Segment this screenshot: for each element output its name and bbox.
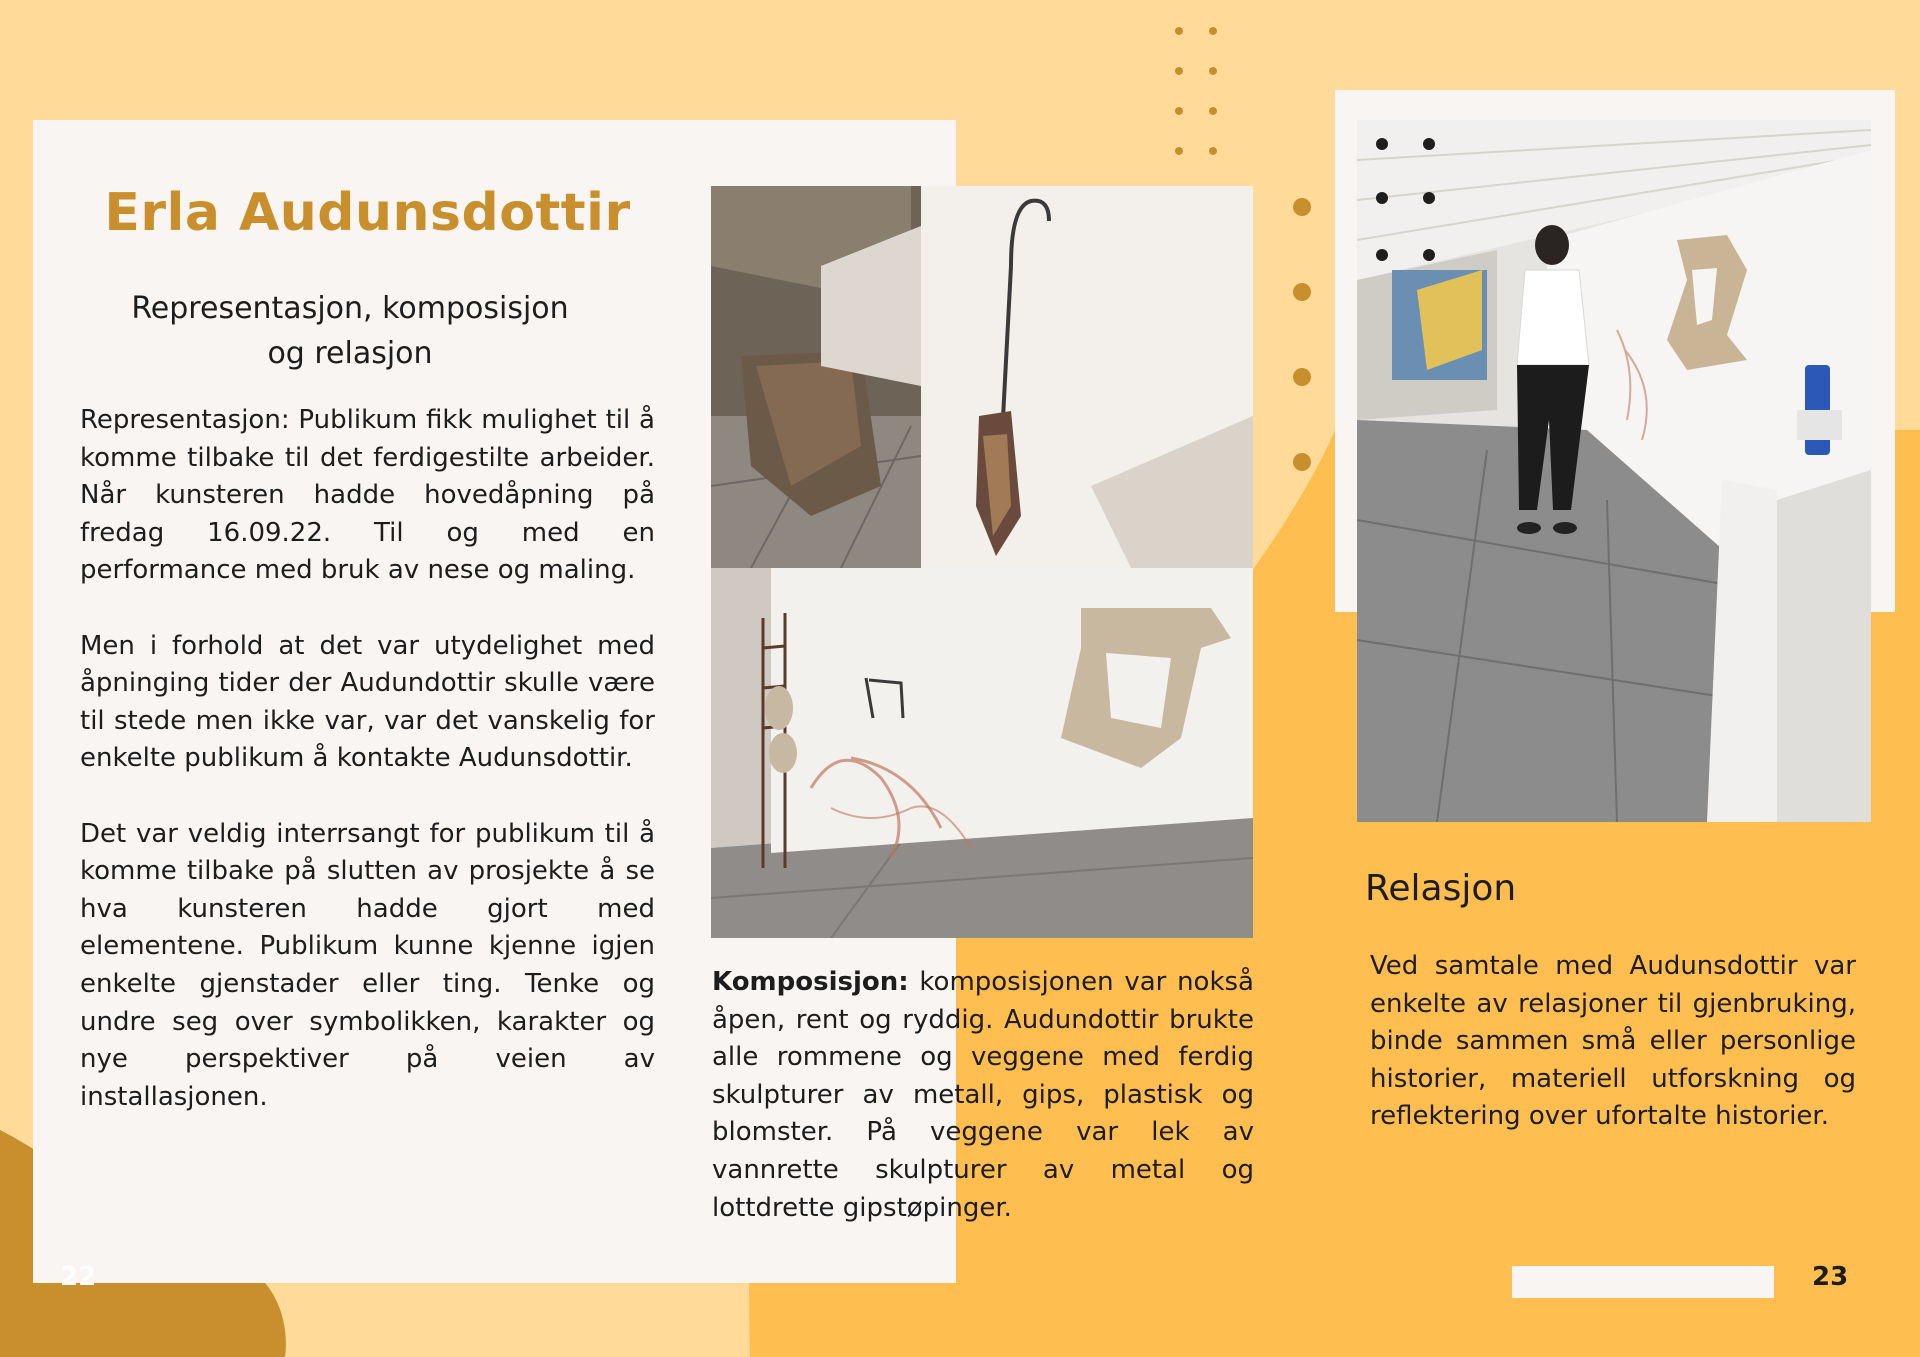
photo-gallery-corner: [711, 186, 1253, 568]
opening-hours-paragraph: Men i forhold at det var utydelighet med åpninging tider der Audundottir skulle være til stede men ikke var, var det vanskelig for enkelte publikum å kontakte Audunsdottir.: [80, 630, 655, 774]
subtitle-line-1: Representasjon, komposisjon: [131, 291, 569, 326]
relasjon-body: Ved samtale med Audunsdottir var enkelte av relasjoner til gjenbruking, binde sammen små eller personlige historier, materiell utforskning og reflektering over ufortalte historier.: [1370, 951, 1856, 1132]
return-visit-paragraph: Det var veldig interrsangt for publikum til å komme tilbake på slutten av prosjekte å se hva kunsteren hadde gjort med elementene. Publikum kunne kjenne igjen enkelte gjenstader eller ting. Tenke og undre seg over symbolikken, karakter og nye perspektiver på veien av installasjonen.: [80, 818, 655, 1112]
page-number-right: 23: [1812, 1262, 1849, 1292]
representasjon-text: : Publikum fikk mulighet til å komme tilbake til det ferdigestilte arbeider. Når kunsteren hadde hovedåpning på fredag 16.09.22. Til og med en performance med bruk av nese og maling.: [80, 405, 655, 586]
representasjon-paragraph: [80, 402, 655, 590]
komposisjon-text: [712, 964, 1254, 1227]
page-subtitle: [90, 286, 610, 376]
representasjon-label: Representasjon: [80, 405, 281, 435]
photo-artist-performance: [1357, 120, 1871, 822]
photo-frame-sculpture-wall: [711, 568, 1253, 938]
komposisjon-body: komposisjonen var nokså åpen, rent og ryddig. Audundottir brukte alle rommene og veggene med ferdig skulpturer av metall, gips, plastisk og blomster. På veggene var lek av vannrette skulpturer av metal og lottdrette gipstøpinger.: [712, 967, 1254, 1223]
left-body-text: [80, 402, 655, 1116]
page-number-left: 22: [60, 1262, 97, 1292]
page-title: Erla Audunsdottir: [104, 183, 631, 243]
subtitle-line-2: og relasjon: [267, 336, 433, 371]
relasjon-text: [1370, 948, 1856, 1136]
komposisjon-label: Komposisjon:: [712, 967, 909, 997]
decorative-bar: [1512, 1266, 1774, 1298]
relasjon-heading: Relasjon: [1365, 868, 1517, 909]
